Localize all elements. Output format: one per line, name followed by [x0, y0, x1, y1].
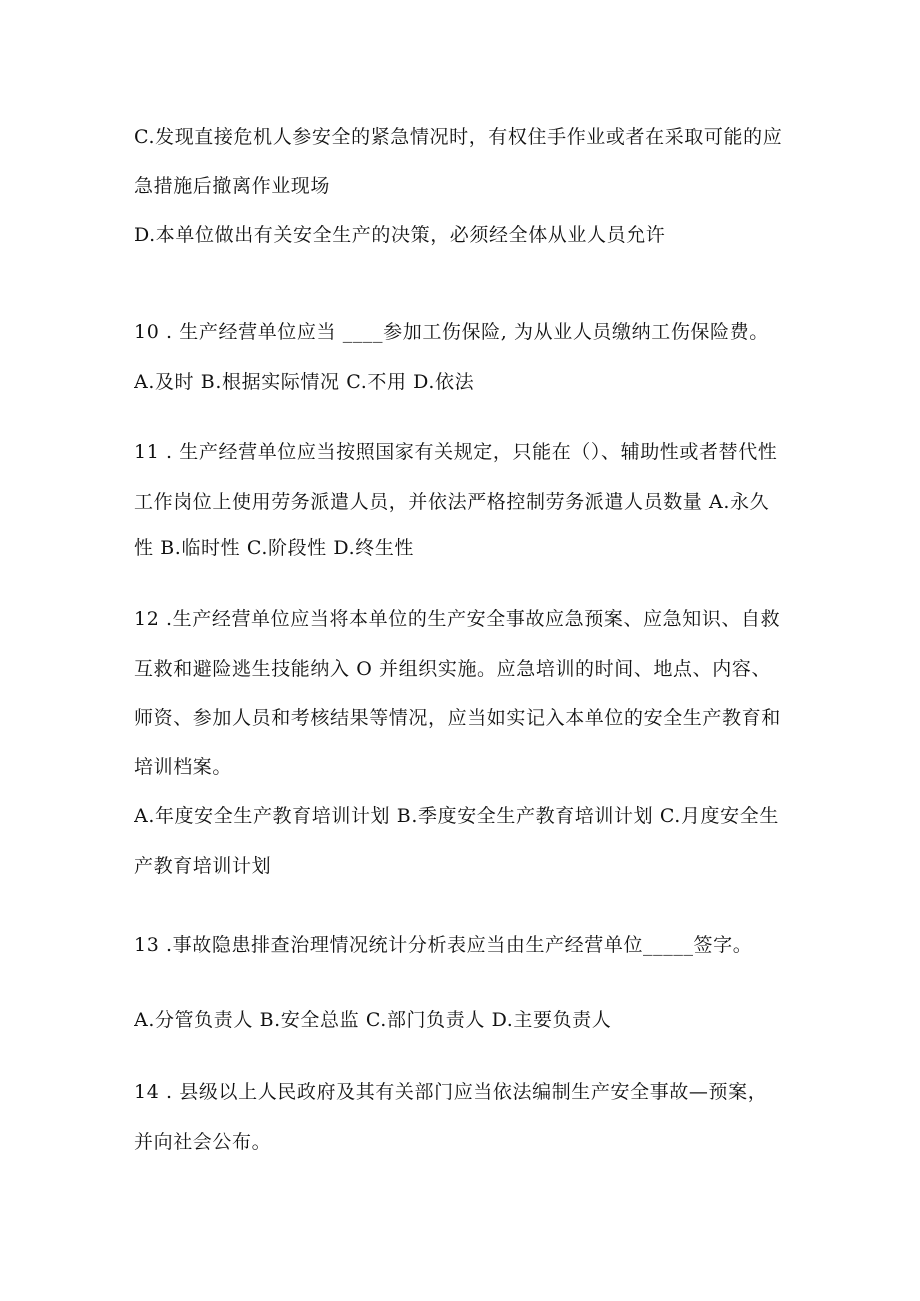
question-12-options-line2: 产教育培训计划 — [134, 855, 272, 877]
prev-option-d: D.本单位做出有关安全生产的决策，必须经全体从业人员允许 — [134, 224, 666, 246]
question-11-line3: 性 B.临时性 C.阶段性 D.终生性 — [134, 537, 415, 559]
question-12-options-line1: A.年度安全生产教育培训计划 B.季度安全生产教育培训计划 C.月度安全生 — [134, 805, 779, 827]
question-12-line3: 师资、参加人员和考核结果等情况，应当如实记入本单位的安全生产教育和 — [134, 707, 781, 729]
prev-option-c-line2: 急措施后撤离作业现场 — [134, 175, 331, 197]
question-14-line1: 14 . 县级以上人民政府及其有关部门应当依法编制生产安全事故—预案， — [134, 1081, 768, 1103]
question-12-line4: 培训档案。 — [134, 756, 233, 778]
prev-option-c-line1: C.发现直接危机人参安全的紧急情况时，有权住手作业或者在采取可能的应 — [134, 126, 783, 148]
question-12-line1: 12 .生产经营单位应当将本单位的生产安全事故应急预案、应急知识、自救 — [134, 608, 781, 630]
question-13-text: 13 .事故隐患排查治理情况统计分析表应当由生产经营单位_____签字。 — [134, 934, 753, 956]
question-13-options: A.分管负责人 B.安全总监 C.部门负责人 D.主要负责人 — [134, 1009, 612, 1031]
question-11-line2: 工作岗位上使用劳务派遣人员，并依法严格控制劳务派遣人员数量 A.永久 — [134, 491, 770, 513]
question-10-options: A.及时 B.根据实际情况 C.不用 D.依法 — [134, 371, 475, 393]
question-11-line1: 11 . 生产经营单位应当按照国家有关规定，只能在（）、辅助性或者替代性 — [134, 441, 778, 463]
question-10-text: 10 . 生产经营单位应当 ____参加工伤保险, 为从业人员缴纳工伤保险费。 — [134, 321, 769, 343]
question-14-line2: 并向社会公布。 — [134, 1131, 272, 1153]
question-12-line2: 互救和避险逃生技能纳入 O 并组织实施。应急培训的时间、地点、内容、 — [134, 658, 772, 680]
